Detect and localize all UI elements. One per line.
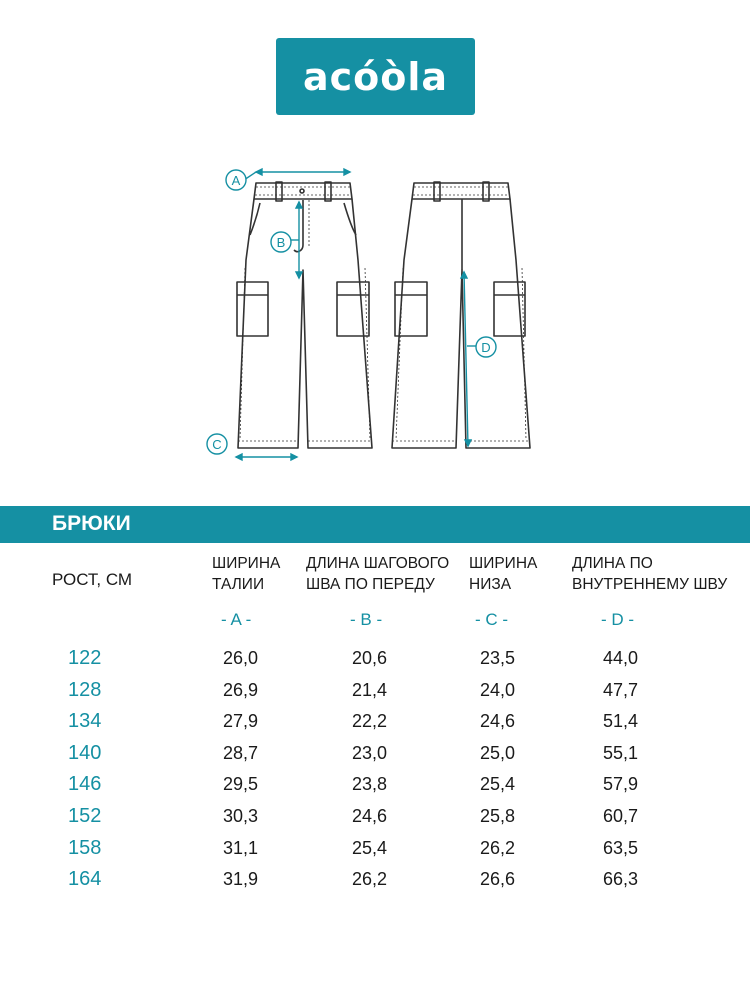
column-letter-c: - C - (475, 610, 509, 629)
size-value: 134 (68, 710, 102, 733)
column-header-d-line1: ДЛИНА ПО (572, 555, 653, 572)
measurement-cell: 31,9 (223, 869, 259, 890)
size-value: 140 (68, 741, 102, 764)
row-header-height: РОСТ, СМ (52, 570, 133, 589)
measurement-cell: 57,9 (603, 774, 639, 795)
section-title: БРЮКИ (52, 512, 131, 535)
measurement-cell: 23,0 (352, 742, 388, 763)
measurement-cell: 27,9 (223, 711, 259, 732)
section-band (0, 506, 750, 543)
measurement-cell: 66,3 (603, 869, 639, 890)
trousers-sketch (0, 150, 750, 480)
measurement-cell: 60,7 (603, 806, 639, 826)
measurement-cell: 24,0 (480, 679, 516, 700)
svg-text:D: D (481, 340, 491, 355)
column-header-b (306, 553, 449, 595)
column-header-c-line1: ШИРИНА (469, 555, 538, 572)
front-view (237, 182, 372, 448)
marker-a (226, 170, 246, 190)
measurement-cell: 55,1 (603, 742, 639, 763)
measurement-cell: 25,4 (352, 837, 388, 858)
marker-b (271, 232, 291, 252)
measurement-cell: 25,8 (480, 806, 516, 826)
measurement-cell: 24,6 (352, 806, 388, 826)
size-value: 152 (68, 805, 102, 827)
svg-text:A: A (231, 173, 241, 188)
measurement-cell: 47,7 (603, 679, 639, 700)
brand-logo-text: acóòla (302, 54, 449, 99)
column-header-a-line2: ТАЛИИ (212, 576, 265, 593)
measurement-cell: 30,3 (223, 806, 259, 826)
measurement-cell: 44,0 (603, 648, 639, 668)
measurement-cell: 24,6 (480, 711, 516, 732)
column-header-c-line2: НИЗА (469, 576, 512, 593)
measurement-cell: 23,5 (480, 648, 516, 668)
size-value: 146 (68, 773, 102, 796)
column-header-c (469, 553, 537, 595)
column-header-a-line1: ШИРИНА (212, 555, 281, 572)
size-value: 128 (68, 678, 102, 701)
measurement-cell: 26,6 (480, 869, 516, 890)
column-header-b-line1: ДЛИНА ШАГОВОГО (306, 555, 450, 572)
measurement-cell: 25,0 (480, 742, 516, 763)
marker-d (476, 337, 496, 357)
svg-text:C: C (212, 437, 222, 452)
measurement-cell: 23,8 (352, 774, 388, 795)
measurement-cell: 26,9 (223, 679, 259, 700)
column-header-d-line2: ВНУТРЕННЕМУ ШВУ (572, 576, 728, 593)
size-value: 158 (68, 836, 102, 859)
column-header-d (572, 553, 727, 595)
measurement-cell: 29,5 (223, 774, 259, 795)
marker-c (207, 434, 227, 454)
measurement-cell: 31,1 (223, 837, 259, 858)
column-letter-a: - A - (221, 610, 252, 629)
svg-text:B: B (276, 235, 286, 250)
measurement-cell: 51,4 (603, 711, 639, 732)
measurement-cell: 20,6 (352, 648, 388, 668)
measurement-cell: 63,5 (603, 837, 639, 858)
size-value: 122 (68, 647, 102, 669)
column-letter-d: - D - (601, 610, 635, 629)
measurement-cell: 26,0 (223, 648, 259, 668)
measurement-cell: 26,2 (352, 869, 388, 890)
measurement-cell: 21,4 (352, 679, 388, 700)
measurement-cell: 28,7 (223, 742, 259, 763)
back-view (392, 182, 530, 448)
column-header-a (212, 553, 280, 595)
brand-logo (276, 38, 475, 115)
column-header-b-line2: ШВА ПО ПЕРЕДУ (306, 576, 435, 593)
measurement-cell: 25,4 (480, 774, 516, 795)
column-letter-b: - B - (350, 610, 383, 629)
measurement-cell: 26,2 (480, 837, 516, 858)
size-value: 164 (68, 868, 102, 891)
measurement-cell: 22,2 (352, 711, 388, 732)
